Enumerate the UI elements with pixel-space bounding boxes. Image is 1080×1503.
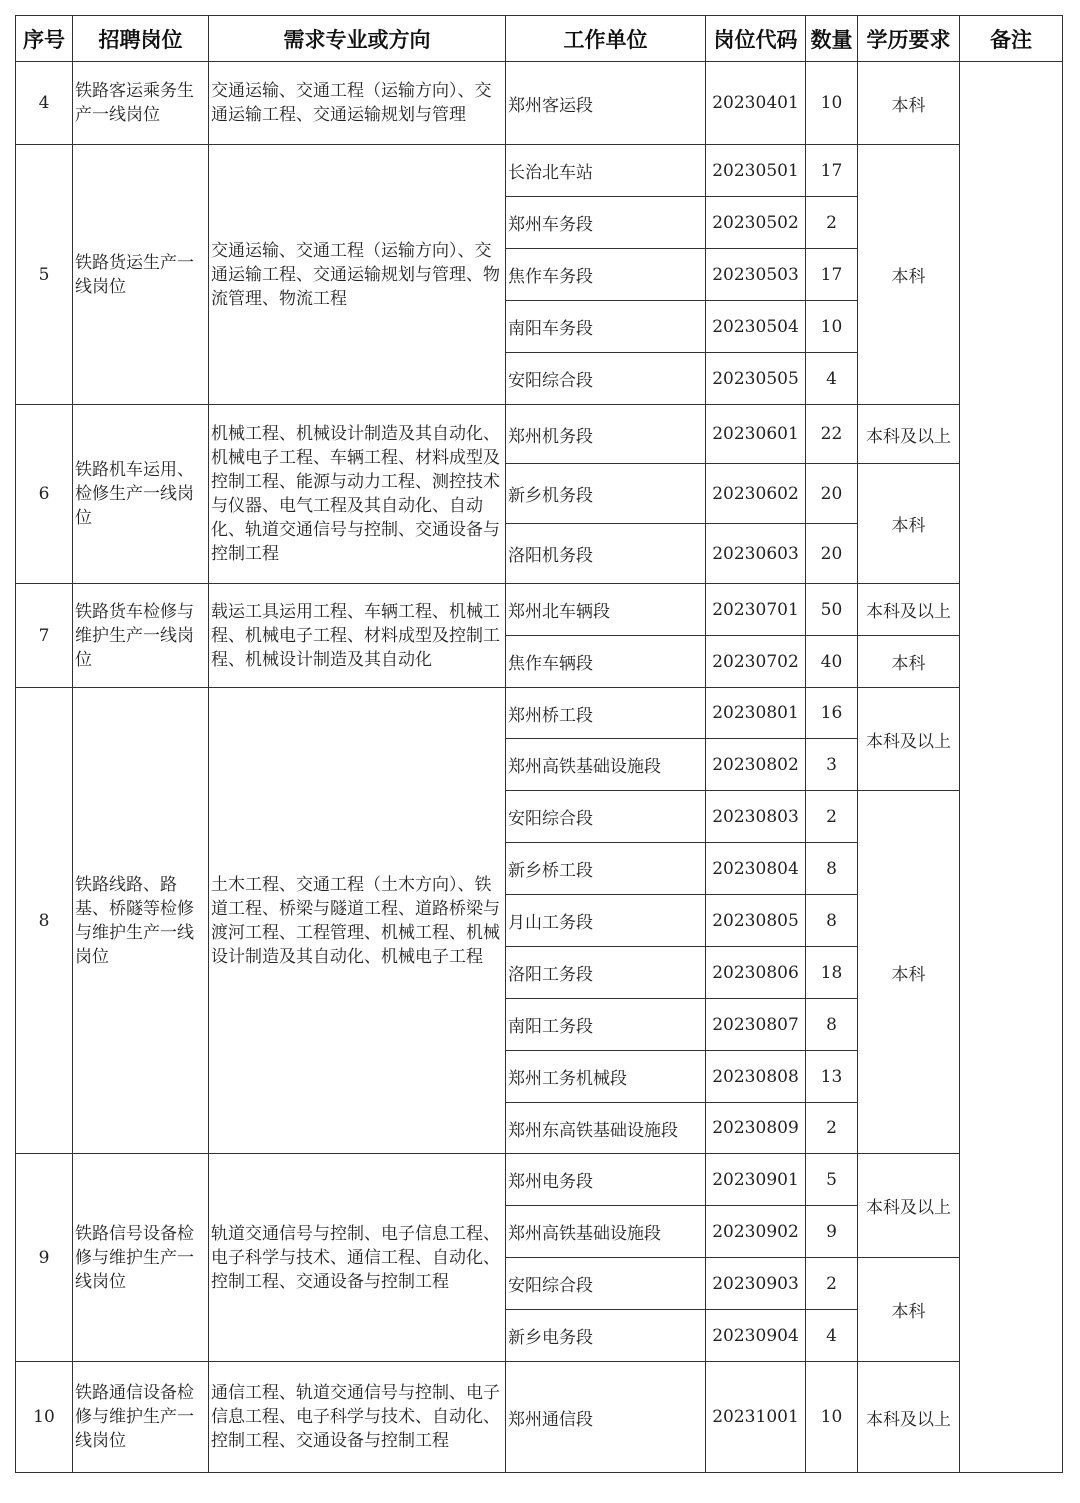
quantity: 4: [806, 353, 858, 405]
majors-text: 通信工程、轨道交通信号与控制、电子信息工程、电子科学与技术、自动化、控制工程、交通设备与控制工程: [209, 1362, 506, 1473]
position-code: 20230505: [706, 353, 806, 405]
work-unit: 焦作车务段: [506, 249, 706, 301]
position-code: 20230501: [706, 145, 806, 197]
row-number: 8: [16, 688, 73, 1154]
majors-text: 土木工程、交通工程（土木方向）、铁道工程、桥梁与隧道工程、道路桥梁与渡河工程、工程管理、机械工程、机械设计制造及其自动化、机械电子工程: [209, 688, 506, 1154]
position-code: 20230804: [706, 843, 806, 895]
position-code: 20230701: [706, 584, 806, 636]
table-row: [16, 1362, 1063, 1473]
header-edu: 学历要求: [858, 16, 960, 62]
work-unit: 新乡机务段: [506, 464, 706, 524]
header-unit: 工作单位: [506, 16, 706, 62]
work-unit: 郑州机务段: [506, 405, 706, 464]
row-number: 6: [16, 405, 73, 584]
position-name: 铁路通信设备检修与维护生产一线岗位: [73, 1362, 209, 1473]
work-unit: 郑州工务机械段: [506, 1051, 706, 1103]
majors-text: 轨道交通信号与控制、电子信息工程、电子科学与技术、通信工程、自动化、控制工程、交通设备与控制工程: [209, 1154, 506, 1362]
work-unit: 郑州客运段: [506, 62, 706, 145]
work-unit: 郑州高铁基础设施段: [506, 1206, 706, 1258]
quantity: 22: [806, 405, 858, 464]
work-unit: 焦作车辆段: [506, 636, 706, 688]
quantity: 16: [806, 688, 858, 739]
majors-text: 交通运输、交通工程（运输方向）、交通运输工程、交通运输规划与管理: [209, 62, 506, 145]
position-code: 20230504: [706, 301, 806, 353]
quantity: 17: [806, 145, 858, 197]
education-requirement: 本科: [858, 464, 960, 584]
position-name: 铁路客运乘务生产一线岗位: [73, 62, 209, 145]
work-unit: 南阳工务段: [506, 999, 706, 1051]
work-unit: 郑州车务段: [506, 197, 706, 249]
position-code: 20230902: [706, 1206, 806, 1258]
header-position: 招聘岗位: [73, 16, 209, 62]
work-unit: 安阳综合段: [506, 1258, 706, 1310]
table-row: [16, 584, 1063, 636]
position-code: 20230802: [706, 739, 806, 791]
work-unit: 新乡电务段: [506, 1310, 706, 1362]
row-number: 10: [16, 1362, 73, 1473]
quantity: 8: [806, 895, 858, 947]
work-unit: 安阳综合段: [506, 353, 706, 405]
work-unit: 洛阳工务段: [506, 947, 706, 999]
header-row: [16, 16, 1063, 62]
table-row: [16, 145, 1063, 197]
quantity: 20: [806, 524, 858, 584]
position-code: 20230806: [706, 947, 806, 999]
quantity: 2: [806, 197, 858, 249]
education-requirement: 本科及以上: [858, 405, 960, 464]
position-name: 铁路线路、路基、桥隧等检修与维护生产一线岗位: [73, 688, 209, 1154]
quantity: 50: [806, 584, 858, 636]
position-name: 铁路机车运用、检修生产一线岗位: [73, 405, 209, 584]
table-row: [16, 1154, 1063, 1206]
position-name: 铁路信号设备检修与维护生产一线岗位: [73, 1154, 209, 1362]
quantity: 10: [806, 301, 858, 353]
education-requirement: 本科: [858, 62, 960, 145]
position-code: 20230801: [706, 688, 806, 739]
quantity: 4: [806, 1310, 858, 1362]
row-number: 9: [16, 1154, 73, 1362]
quantity: 13: [806, 1051, 858, 1103]
quantity: 10: [806, 1362, 858, 1473]
position-code: 20230702: [706, 636, 806, 688]
row-number: 7: [16, 584, 73, 688]
header-no: 序号: [16, 16, 73, 62]
header-qty: 数量: [806, 16, 858, 62]
quantity: 9: [806, 1206, 858, 1258]
position-code: 20230805: [706, 895, 806, 947]
position-code: 20230603: [706, 524, 806, 584]
work-unit: 郑州桥工段: [506, 688, 706, 739]
quantity: 2: [806, 791, 858, 843]
table-row: [16, 688, 1063, 739]
table-row: [16, 62, 1063, 145]
position-code: 20230904: [706, 1310, 806, 1362]
position-code: 20230901: [706, 1154, 806, 1206]
position-code: 20230601: [706, 405, 806, 464]
work-unit: 月山工务段: [506, 895, 706, 947]
position-code: 20230807: [706, 999, 806, 1051]
position-name: 铁路货车检修与维护生产一线岗位: [73, 584, 209, 688]
work-unit: 长治北车站: [506, 145, 706, 197]
position-code: 20230809: [706, 1103, 806, 1154]
header-remark: 备注: [960, 16, 1063, 62]
education-requirement: 本科: [858, 791, 960, 1154]
majors-text: 交通运输、交通工程（运输方向）、交通运输工程、交通运输规划与管理、物流管理、物流工程: [209, 145, 506, 405]
work-unit: 南阳车务段: [506, 301, 706, 353]
majors-text: 机械工程、机械设计制造及其自动化、机械电子工程、车辆工程、材料成型及控制工程、能源与动力工程、测控技术与仪器、电气工程及其自动化、自动化、轨道交通信号与控制、交通设备与控制工程: [209, 405, 506, 584]
quantity: 8: [806, 843, 858, 895]
remark-cell: [960, 62, 1063, 1473]
quantity: 2: [806, 1258, 858, 1310]
quantity: 17: [806, 249, 858, 301]
position-code: 20230401: [706, 62, 806, 145]
education-requirement: 本科及以上: [858, 584, 960, 636]
quantity: 40: [806, 636, 858, 688]
position-code: 20230502: [706, 197, 806, 249]
position-code: 20230803: [706, 791, 806, 843]
row-number: 4: [16, 62, 73, 145]
work-unit: 郑州通信段: [506, 1362, 706, 1473]
header-majors: 需求专业或方向: [209, 16, 506, 62]
position-code: 20230602: [706, 464, 806, 524]
position-code: 20230808: [706, 1051, 806, 1103]
education-requirement: 本科及以上: [858, 1154, 960, 1258]
position-code: 20230503: [706, 249, 806, 301]
work-unit: 新乡桥工段: [506, 843, 706, 895]
quantity: 5: [806, 1154, 858, 1206]
education-requirement: 本科: [858, 636, 960, 688]
work-unit: 郑州北车辆段: [506, 584, 706, 636]
position-name: 铁路货运生产一线岗位: [73, 145, 209, 405]
education-requirement: 本科: [858, 145, 960, 405]
work-unit: 安阳综合段: [506, 791, 706, 843]
quantity: 8: [806, 999, 858, 1051]
header-code: 岗位代码: [706, 16, 806, 62]
position-code: 20230903: [706, 1258, 806, 1310]
position-code: 20231001: [706, 1362, 806, 1473]
work-unit: 郑州东高铁基础设施段: [506, 1103, 706, 1154]
quantity: 3: [806, 739, 858, 791]
education-requirement: 本科及以上: [858, 1362, 960, 1473]
recruitment-table: [15, 15, 1063, 1473]
majors-text: 载运工具运用工程、车辆工程、机械工程、机械电子工程、材料成型及控制工程、机械设计制造及其自动化: [209, 584, 506, 688]
work-unit: 郑州高铁基础设施段: [506, 739, 706, 791]
quantity: 20: [806, 464, 858, 524]
table-body: [16, 62, 1063, 1473]
work-unit: 洛阳机务段: [506, 524, 706, 584]
row-number: 5: [16, 145, 73, 405]
quantity: 10: [806, 62, 858, 145]
table-row: [16, 405, 1063, 464]
quantity: 2: [806, 1103, 858, 1154]
quantity: 18: [806, 947, 858, 999]
education-requirement: 本科: [858, 1258, 960, 1362]
education-requirement: 本科及以上: [858, 688, 960, 791]
work-unit: 郑州电务段: [506, 1154, 706, 1206]
